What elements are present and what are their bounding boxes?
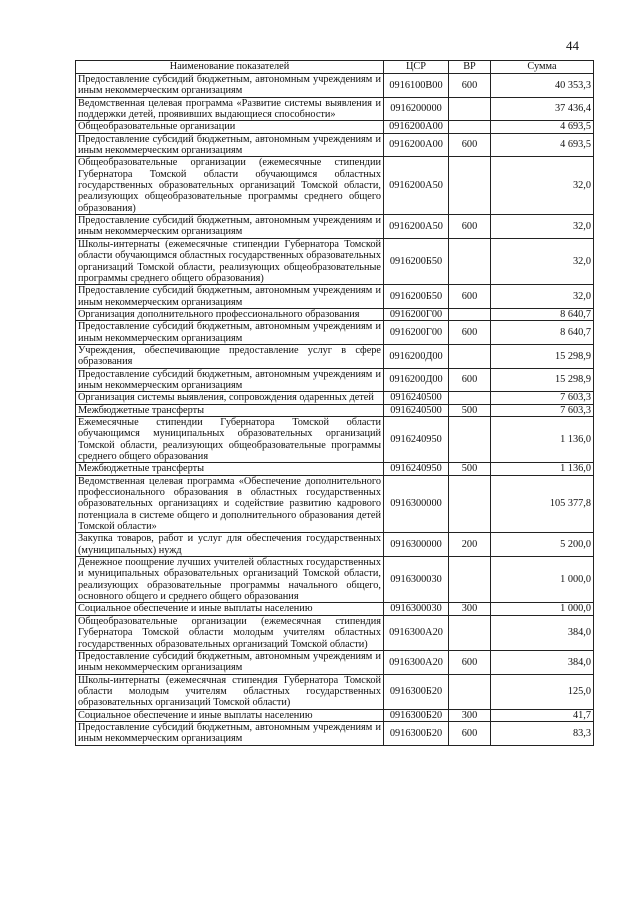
cell-sum: 83,3 [491,721,594,745]
cell-name: Общеобразовательные организации (ежемесячная стипендия Губернатора Томской области молодым учителям областных государственных образовательных организаций Томской области) [76,615,384,650]
column-header-sum: Сумма [491,61,594,74]
column-header-code: ЦСР [384,61,449,74]
cell-name: Предоставление субсидий бюджетным, автономным учреждениям и иным некоммерческим организациям [76,215,384,239]
cell-code: 0916200Б50 [384,238,449,284]
table-header-row [76,61,594,74]
table-row [76,392,594,404]
table-row [76,404,594,416]
cell-sum: 41,7 [491,709,594,721]
cell-code: 0916200Б50 [384,285,449,309]
cell-name: Межбюджетные трансферты [76,404,384,416]
cell-code: 0916200А00 [384,121,449,133]
cell-sum: 7 603,3 [491,404,594,416]
table-row [76,157,594,215]
cell-vr: 600 [449,133,491,157]
cell-vr: 600 [449,721,491,745]
cell-name: Учреждения, обеспечивающие предоставление услуг в сфере образования [76,344,384,368]
table-row [76,321,594,345]
table-row [76,615,594,650]
cell-name: Предоставление субсидий бюджетным, автономным учреждениям и иным некоммерческим организациям [76,321,384,345]
table-row [76,721,594,745]
cell-vr [449,157,491,215]
cell-code: 0916200Д00 [384,368,449,392]
cell-vr [449,416,491,462]
cell-name: Предоставление субсидий бюджетным, автономным учреждениям и иным некоммерческим организациям [76,650,384,674]
table-row [76,133,594,157]
cell-vr: 600 [449,285,491,309]
page-number: 44 [566,38,579,53]
cell-sum: 384,0 [491,650,594,674]
table-row [76,344,594,368]
cell-code: 0916300Б20 [384,721,449,745]
cell-code: 0916300Б20 [384,709,449,721]
cell-sum: 7 603,3 [491,392,594,404]
cell-sum: 4 693,5 [491,121,594,133]
cell-vr [449,615,491,650]
budget-table [75,60,594,746]
cell-sum: 4 693,5 [491,133,594,157]
cell-name: Предоставление субсидий бюджетным, автономным учреждениям и иным некоммерческим организациям [76,285,384,309]
cell-sum: 105 377,8 [491,475,594,533]
cell-code: 0916300000 [384,533,449,557]
table-row [76,674,594,709]
column-header-vr: ВР [449,61,491,74]
table-row [76,416,594,462]
table-body [76,74,594,746]
cell-sum: 15 298,9 [491,344,594,368]
cell-vr [449,392,491,404]
cell-sum: 32,0 [491,215,594,239]
cell-code: 0916200Д00 [384,344,449,368]
cell-vr: 200 [449,533,491,557]
cell-name: Предоставление субсидий бюджетным, автономным учреждениям и иным некоммерческим организациям [76,368,384,392]
cell-vr: 300 [449,603,491,615]
cell-code: 0916300030 [384,603,449,615]
cell-name: Ежемесячные стипендии Губернатора Томской области обучающимся муниципальных образовательных организаций Томской области, реализующих общеобразовательные программы среднего общего образования [76,416,384,462]
cell-vr: 600 [449,321,491,345]
table-row [76,603,594,615]
cell-code: 0916300000 [384,475,449,533]
cell-vr [449,121,491,133]
cell-code: 0916300030 [384,557,449,603]
cell-name: Школы-интернаты (ежемесячная стипендия Губернатора Томской области молодым учителям областных государственных образовательных организаций Томской области) [76,674,384,709]
cell-name: Социальное обеспечение и иные выплаты населению [76,709,384,721]
cell-code: 0916200А00 [384,133,449,157]
cell-name: Организация системы выявления, сопровождения одаренных детей [76,392,384,404]
cell-vr [449,475,491,533]
cell-vr [449,344,491,368]
cell-name: Предоставление субсидий бюджетным, автономным учреждениям и иным некоммерческим организациям [76,133,384,157]
cell-vr [449,557,491,603]
cell-sum: 1 000,0 [491,603,594,615]
cell-name: Организация дополнительного профессионального образования [76,308,384,320]
cell-sum: 32,0 [491,238,594,284]
cell-sum: 32,0 [491,285,594,309]
cell-vr [449,674,491,709]
cell-name: Межбюджетные трансферты [76,463,384,475]
table-row [76,475,594,533]
cell-sum: 15 298,9 [491,368,594,392]
table-row [76,308,594,320]
cell-vr: 600 [449,215,491,239]
cell-sum: 1 136,0 [491,463,594,475]
cell-vr [449,97,491,121]
cell-name: Ведомственная целевая программа «Обеспечение дополнительного профессионального образования в областных государственных образовательных организациях и содействие развитию кадрового потенциала в системе общего и дополнительного образования детей Томской области» [76,475,384,533]
cell-code: 0916240500 [384,404,449,416]
cell-code: 0916100В00 [384,74,449,98]
cell-sum: 1 136,0 [491,416,594,462]
table-row [76,97,594,121]
cell-vr: 300 [449,709,491,721]
cell-sum: 1 000,0 [491,557,594,603]
cell-sum: 384,0 [491,615,594,650]
cell-vr: 600 [449,368,491,392]
cell-sum: 5 200,0 [491,533,594,557]
column-header-name: Наименование показателей [76,61,384,74]
table-row [76,650,594,674]
cell-name: Общеобразовательные организации (ежемесячные стипендии Губернатора Томской области обучающимся областных государственных образовательных организаций Томской области, реализующих общеобразовательные программы среднего общего образования) [76,157,384,215]
cell-name: Предоставление субсидий бюджетным, автономным учреждениям и иным некоммерческим организациям [76,721,384,745]
table-row [76,368,594,392]
cell-name: Социальное обеспечение и иные выплаты населению [76,603,384,615]
cell-name: Общеобразовательные организации [76,121,384,133]
cell-code: 0916200А50 [384,157,449,215]
cell-vr: 500 [449,404,491,416]
cell-vr [449,238,491,284]
cell-code: 0916200Г00 [384,321,449,345]
cell-name: Ведомственная целевая программа «Развитие системы выявления и поддержки детей, проявивших выдающиеся способности» [76,97,384,121]
cell-sum: 40 353,3 [491,74,594,98]
cell-name: Школы-интернаты (ежемесячные стипендии Губернатора Томской области обучающимся областных государственных образовательных организаций Томской области, реализующих общеобразовательные программы среднего общего образования) [76,238,384,284]
table-row [76,121,594,133]
table-row [76,557,594,603]
cell-sum: 8 640,7 [491,321,594,345]
cell-vr: 600 [449,650,491,674]
table-row [76,533,594,557]
cell-vr [449,308,491,320]
table-row [76,215,594,239]
table-row [76,285,594,309]
table-row [76,463,594,475]
cell-code: 0916240950 [384,463,449,475]
cell-code: 0916240500 [384,392,449,404]
table-row [76,238,594,284]
cell-code: 0916300А20 [384,650,449,674]
cell-code: 0916240950 [384,416,449,462]
table-row [76,74,594,98]
cell-vr: 500 [449,463,491,475]
cell-sum: 37 436,4 [491,97,594,121]
cell-code: 0916200Г00 [384,308,449,320]
cell-vr: 600 [449,74,491,98]
cell-sum: 32,0 [491,157,594,215]
cell-name: Денежное поощрение лучших учителей областных государственных и муниципальных образовательных организаций Томской области, реализующих образовательные программы начального общего, основного общего и среднего общего образования [76,557,384,603]
cell-code: 0916200000 [384,97,449,121]
cell-sum: 125,0 [491,674,594,709]
cell-code: 0916300А20 [384,615,449,650]
table-row [76,709,594,721]
cell-code: 0916200А50 [384,215,449,239]
cell-name: Закупка товаров, работ и услуг для обеспечения государственных (муниципальных) нужд [76,533,384,557]
cell-code: 0916300Б20 [384,674,449,709]
cell-sum: 8 640,7 [491,308,594,320]
cell-name: Предоставление субсидий бюджетным, автономным учреждениям и иным некоммерческим организациям [76,74,384,98]
